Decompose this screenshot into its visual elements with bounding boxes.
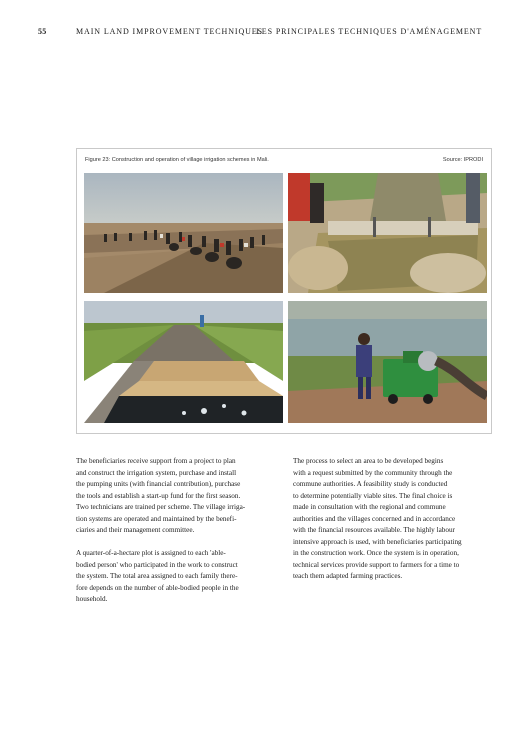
body-paragraph — [76, 548, 276, 606]
text-line: with the financial resources available. The highly labour — [293, 526, 455, 534]
text-line: the system. The total area assigned to each family there- — [76, 572, 238, 580]
photo-canal-digging-crowd — [84, 173, 283, 293]
text-line: with a request submitted by the community through the — [293, 468, 453, 477]
text-line: the tools and establish a start-up fund for the first season. — [76, 491, 241, 500]
text-line: The process to select an area to be developed begins — [293, 457, 444, 465]
photo-concrete-canal — [84, 301, 283, 423]
photo-man-with-pump — [288, 301, 487, 423]
figure-caption: Figure 23: Construction and operation of village irrigation schemes in Mali. — [85, 157, 269, 163]
body-column-right — [293, 456, 493, 594]
text-line: household. — [76, 595, 108, 603]
text-line: teach them adapted farming practices. — [293, 572, 403, 580]
text-line: intensive approach is used, with beneficiaries participating — [293, 537, 462, 546]
text-line: bodied person' who participated in the work to construct — [76, 560, 238, 569]
text-line: fore depends on the number of able-bodied people in the — [76, 583, 239, 592]
body-paragraph — [76, 456, 276, 537]
page-number: 55 — [38, 27, 47, 36]
header-title-fr: LES PRINCIPALES TECHNIQUES D'AMÉNAGEMENT — [256, 27, 483, 36]
text-line: the pumping units (with financial contribution), purchase — [76, 480, 241, 488]
header-title-en: MAIN LAND IMPROVEMENT TECHNIQUES — [76, 27, 263, 36]
text-line: commune authorities. A feasibility study is conducted — [293, 480, 448, 488]
figure-source: Source: IPRODI — [442, 157, 483, 163]
figure-panel — [76, 148, 492, 434]
text-line: authorities and the villages concerned and in accordance — [293, 514, 456, 523]
text-line: tion systems are operated and maintained by the benefi- — [76, 514, 237, 523]
text-line: made in consultation with the regional and commune — [293, 503, 446, 511]
text-line: and construct the irrigation system, purchase and install — [76, 468, 237, 477]
body-column-left — [76, 456, 276, 617]
photo-canal-sluice-gate — [288, 173, 487, 293]
text-line: ciaries and their management committee. — [76, 526, 195, 534]
text-line: A quarter-of-a-hectare plot is assigned to each 'able- — [76, 549, 226, 557]
text-line: The beneficiaries receive support from a project to plan — [76, 457, 236, 465]
running-header — [0, 27, 530, 41]
text-line: in the construction work. Once the system is in operation, — [293, 549, 459, 557]
body-paragraph — [293, 456, 493, 583]
text-line: technical services provide support to farmers for a time to — [293, 560, 460, 569]
text-line: Two technicians are trained per scheme. The village irriga- — [76, 503, 246, 511]
text-line: to determine potentially viable sites. The final choice is — [293, 491, 453, 500]
